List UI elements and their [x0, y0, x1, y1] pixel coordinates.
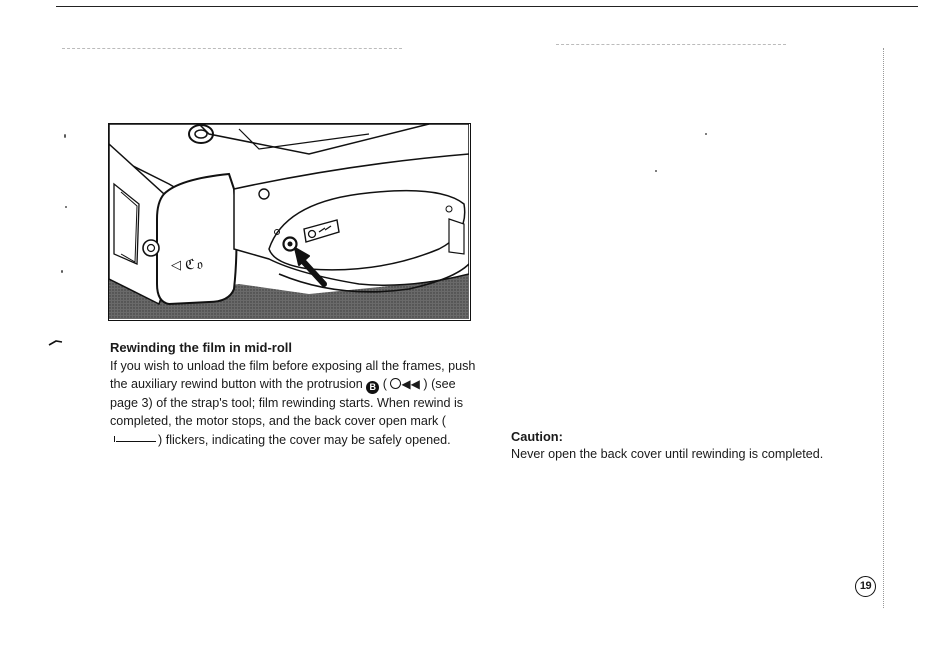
page-number: 19 [855, 576, 876, 597]
right-margin-rule [883, 48, 884, 608]
section-text-2: ( [382, 377, 387, 392]
top-rule [56, 6, 918, 7]
section-body [110, 357, 480, 449]
speck [61, 270, 63, 273]
rewind-symbol-icon: ◀◀ [390, 375, 419, 393]
camera-back-rewind-button-illustration [109, 124, 469, 319]
faint-rule-right [556, 44, 786, 45]
protrusion-b-icon: B [366, 381, 379, 394]
section-text-3: ) (see page 3) of the strap's tool; film rewinding starts. When rewind is completed, the motor stops, and the back cover open mark ( [110, 377, 464, 429]
svg-text:◁: ◁ [171, 258, 181, 273]
rewind-instructions [110, 340, 480, 449]
margin-mark-icon [48, 339, 64, 347]
speck [64, 134, 66, 138]
svg-text:ℭ: ℭ [185, 257, 195, 273]
speck [65, 206, 67, 208]
caution-text: Never open the back cover until rewinding is completed. [511, 447, 824, 461]
caution-heading: Caution: [511, 429, 563, 444]
speck [705, 133, 707, 135]
camera-illustration [108, 123, 471, 321]
section-text-4: ) flickers, indicating the cover may be safely opened. [158, 432, 451, 447]
faint-rule-left [62, 48, 402, 49]
cover-open-mark-icon [110, 434, 158, 444]
section-heading: Rewinding the film in mid-roll [110, 340, 292, 355]
speck [655, 170, 657, 172]
section-text-1: If you wish to unload the film before exposing all the frames, push the auxiliary rewind button with the protrusion [110, 359, 476, 392]
svg-text:𝔬: 𝔬 [197, 257, 203, 273]
caution-note [511, 428, 881, 463]
